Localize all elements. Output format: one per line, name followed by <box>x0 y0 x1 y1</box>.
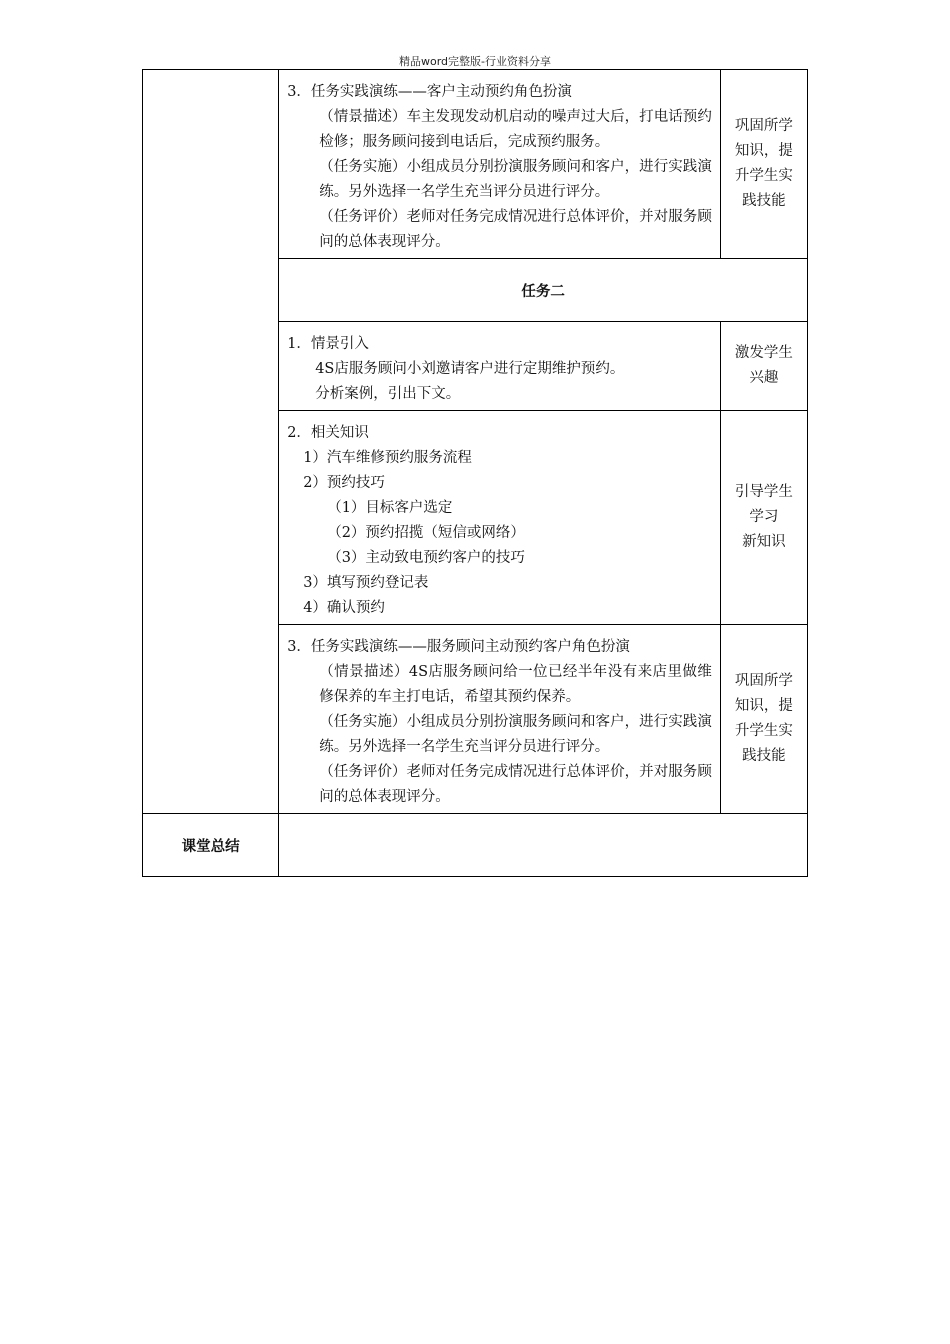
summary-label: 课堂总结 <box>143 814 279 877</box>
paragraph: （任务评价）老师对任务完成情况进行总体评价，并对服务顾问的总体表现评分。 <box>319 764 712 805</box>
goal-line: 升学生实 <box>734 168 793 184</box>
goal-line: 巩固所学 <box>734 118 793 134</box>
goal-line: 升学生实 <box>734 723 793 739</box>
goal-line: 激发学生 <box>734 345 793 361</box>
paragraph: （任务评价）老师对任务完成情况进行总体评价，并对服务顾问的总体表现评分。 <box>319 209 712 250</box>
paragraph: （情景描述）车主发现发动机启动的噪声过大后，打电话预约检修；服务顾问接到电话后，完成预约服务。 <box>319 109 712 150</box>
goal-line: 学习 <box>749 509 779 525</box>
page-header: 精品word完整版-行业资料分享 <box>398 55 551 68</box>
list-item: 3）填写预约登记表 <box>303 575 429 591</box>
goal-cell <box>720 625 807 814</box>
goal-line: 知识，提 <box>734 698 793 714</box>
goal-line: 知识，提 <box>734 143 793 159</box>
stage-label-cell <box>143 70 279 814</box>
list-item: 4）确认预约 <box>303 600 385 616</box>
goal-line: 巩固所学 <box>734 673 793 689</box>
block-heading: 3．任务实践演练——服务顾问主动预约客户角色扮演 <box>287 639 630 655</box>
goal-cell <box>720 322 807 411</box>
list-item: （1）目标客户选定 <box>327 500 453 516</box>
goal-line: 引导学生 <box>734 484 793 500</box>
content-cell <box>279 411 721 625</box>
paragraph: 分析案例，引出下文。 <box>315 386 461 402</box>
block-heading: 1．情景引入 <box>287 336 369 352</box>
summary-content-cell <box>279 814 808 877</box>
block-heading: 3．任务实践演练——客户主动预约角色扮演 <box>287 84 572 100</box>
list-item: （3）主动致电预约客户的技巧 <box>327 550 525 566</box>
block-heading: 2．相关知识 <box>287 425 369 441</box>
content-cell <box>279 70 721 259</box>
goal-line: 兴趣 <box>749 370 779 386</box>
list-item: （2）预约招揽（短信或网络） <box>327 525 525 541</box>
content-cell <box>279 322 721 411</box>
goal-line: 践技能 <box>742 193 786 209</box>
paragraph: （情景描述）4S店服务顾问给一位已经半年没有来店里做维修保养的车主打电话，希望其预约保养。 <box>319 664 712 705</box>
goal-cell <box>720 411 807 625</box>
paragraph: （任务实施）小组成员分别扮演服务顾问和客户，进行实践演练。另外选择一名学生充当评分员进行评分。 <box>319 714 712 755</box>
content-cell <box>279 625 721 814</box>
paragraph: 4S店服务顾问小刘邀请客户进行定期维护预约。 <box>315 361 625 377</box>
paragraph: （任务实施）小组成员分别扮演服务顾问和客户，进行实践演练。另外选择一名学生充当评分员进行评分。 <box>319 159 712 200</box>
goal-line: 践技能 <box>742 748 786 764</box>
table-row <box>143 70 808 259</box>
goal-cell <box>720 70 807 259</box>
lesson-plan-table <box>142 69 808 877</box>
goal-line: 新知识 <box>742 534 786 550</box>
section-title: 任务二 <box>279 259 808 322</box>
list-item: 2）预约技巧 <box>303 475 385 491</box>
table-row <box>143 814 808 877</box>
list-item: 1）汽车维修预约服务流程 <box>303 450 472 466</box>
